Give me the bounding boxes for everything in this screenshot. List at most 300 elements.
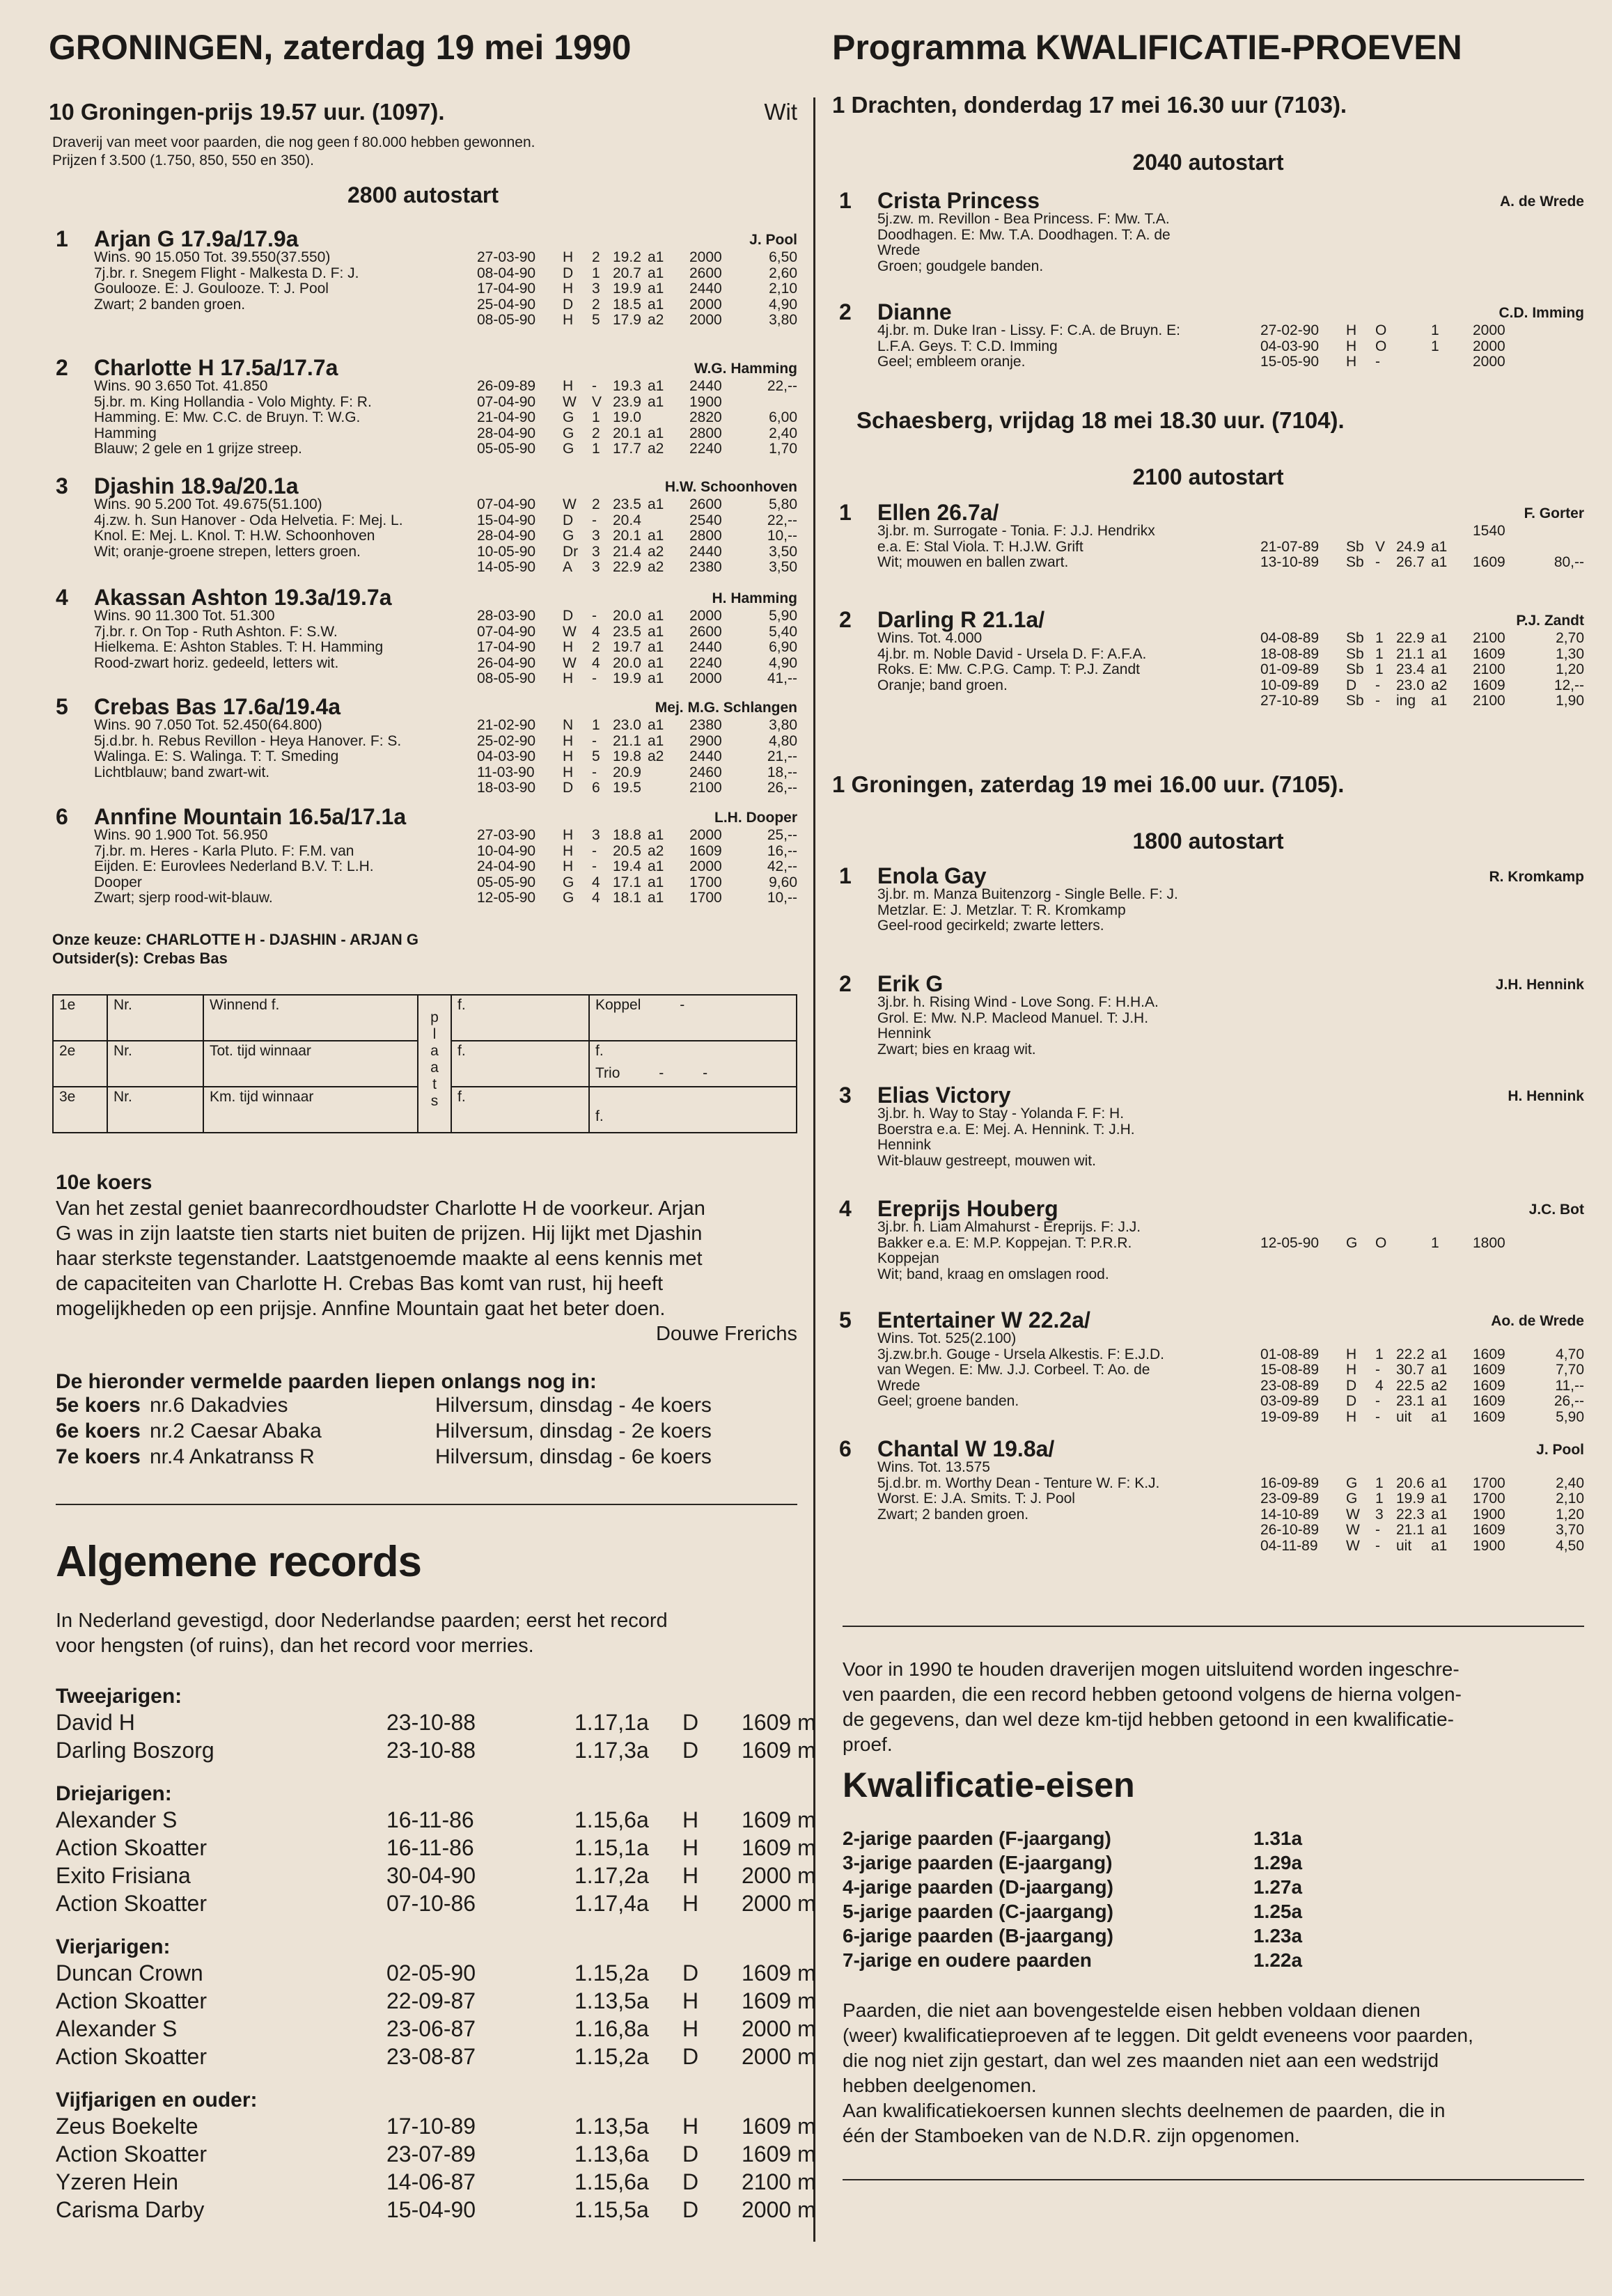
horse-description xyxy=(94,608,470,671)
run-cell: 21.1 xyxy=(1396,645,1425,662)
horse-description xyxy=(94,718,470,780)
run-cell: 1 xyxy=(1431,1234,1439,1251)
run-cell: 1 xyxy=(1375,1475,1384,1491)
run-cell: 2 xyxy=(592,296,600,313)
horse-desc-line: 7j.br. r. Snegem Flight - Malkesta D. F: J. xyxy=(94,265,359,281)
requirement-age: 4-jarige paarden (D-jaargang) xyxy=(843,1876,1113,1898)
run-cell: - xyxy=(1375,677,1380,693)
horse-desc-line: Wins. Tot. 525(2.100) xyxy=(877,1330,1017,1346)
horse-name: Annfine Mountain 16.5a/17.1a xyxy=(94,804,407,829)
record-cell: 1609 m xyxy=(742,1710,816,1735)
run-row xyxy=(477,749,797,765)
horse-desc-line: Wit; mouwen en ballen zwart. xyxy=(877,554,1069,570)
plaats-letter: p xyxy=(430,1009,439,1025)
horse-name: Chantal W 19.8a/ xyxy=(877,1436,1055,1461)
horse-driver: P.J. Zandt xyxy=(1516,613,1584,629)
dash: - xyxy=(680,997,685,1013)
run-cell: - xyxy=(592,732,597,749)
horse-desc-line: L.F.A. Geys. T: C.D. Imming xyxy=(877,338,1058,354)
run-cell: 23.5 xyxy=(613,496,641,512)
horse-desc-line: Wrede xyxy=(877,242,921,258)
recent-run-race: 6e koers xyxy=(56,1420,141,1442)
run-cell: 19.5 xyxy=(613,780,641,796)
record-cell: Yzeren Hein xyxy=(56,2169,179,2194)
run-cell: W xyxy=(563,393,577,410)
run-cell: 4,90 xyxy=(769,654,797,671)
records-intro-line: In Nederland gevestigd, door Nederlandse paarden; eerst het record xyxy=(56,1610,668,1632)
record-cell: 1609 m xyxy=(742,1738,816,1763)
record-cell: 23-10-88 xyxy=(386,1710,476,1735)
run-row xyxy=(1260,1347,1584,1363)
requirement-row xyxy=(843,1852,1584,1876)
run-cell: H xyxy=(1346,338,1357,354)
horse-desc-line: Wit; oranje-groene strepen, letters groen. xyxy=(94,543,361,560)
record-cell: D xyxy=(682,1738,699,1763)
run-cell: - xyxy=(1375,1393,1380,1409)
run-cell: 18-03-90 xyxy=(477,780,536,796)
run-row xyxy=(477,497,797,513)
run-cell: 10-09-89 xyxy=(1260,677,1320,693)
run-cell: 19-09-89 xyxy=(1260,1408,1320,1425)
run-cell: 19.9 xyxy=(1396,1491,1425,1507)
run-cell: a1 xyxy=(1431,693,1448,709)
run-cell: G xyxy=(563,425,574,441)
record-cell: 07-10-86 xyxy=(386,1891,476,1916)
run-cell: 28-04-90 xyxy=(477,528,536,544)
run-row xyxy=(477,395,797,411)
horse-driver: J. Pool xyxy=(749,232,797,248)
run-cell: 2240 xyxy=(689,441,722,457)
run-cell: 1 xyxy=(592,441,600,457)
horse-desc-line: Walinga. E: S. Walinga. T: T. Smeding xyxy=(94,748,339,764)
run-cell: 2380 xyxy=(689,559,722,575)
horse-number: 2 xyxy=(839,299,852,324)
horse-description xyxy=(877,323,1253,370)
horse-number: 6 xyxy=(56,804,68,829)
run-cell: 26-09-89 xyxy=(477,378,536,394)
run-cell: O xyxy=(1375,1234,1387,1251)
rule xyxy=(56,1504,797,1505)
result-cell xyxy=(589,1087,797,1133)
horse-desc-line: 4j.br. m. Duke Iran - Lissy. F: C.A. de Bruyn. E: xyxy=(877,322,1180,338)
run-cell: 3 xyxy=(592,528,600,544)
run-cell: 1 xyxy=(592,409,600,425)
run-cell: 1 xyxy=(1375,630,1384,646)
horse-desc-line: 3j.br. h. Liam Almahurst - Ereprijs. F: J.J. xyxy=(877,1219,1141,1235)
horse-desc-line: Worst. E: J.A. Smits. T: J. Pool xyxy=(877,1491,1075,1507)
record-cell: H xyxy=(682,1891,699,1916)
run-row xyxy=(477,608,797,624)
kwal-intro-line: Voor in 1990 te houden draverijen mogen uitsluitend worden ingeschre- xyxy=(843,1658,1460,1680)
run-cell: 22.3 xyxy=(1396,1506,1425,1523)
plaats-letter: a xyxy=(430,1060,439,1076)
horse-desc-line: van Wegen. E: Mw. J.J. Corbeel. T: Ao. de xyxy=(877,1362,1150,1378)
record-row xyxy=(56,1960,816,1988)
run-cell: H xyxy=(563,858,574,874)
run-row xyxy=(477,734,797,750)
run-cell: 2 xyxy=(592,496,600,512)
run-cell: 6,90 xyxy=(769,639,797,655)
horse-desc-line: Geel-rood gecirkeld; zwarte letters. xyxy=(877,918,1104,934)
run-cell: a1 xyxy=(1431,554,1448,570)
run-cell: - xyxy=(592,670,597,686)
run-cell: 2,70 xyxy=(1556,630,1584,646)
horse-name: Darling R 21.1a/ xyxy=(877,607,1045,632)
horse-number: 1 xyxy=(839,188,852,213)
run-row xyxy=(1260,524,1584,540)
requirement-row xyxy=(843,1901,1584,1925)
run-cell: - xyxy=(1375,1537,1380,1554)
run-cell: H xyxy=(1346,1408,1357,1425)
run-cell: 6 xyxy=(592,780,600,796)
run-cell: 1 xyxy=(1375,661,1384,677)
koers-line: G was in zijn laatste tien starts niet buiten de prijzen. Hij lijkt met Djashin xyxy=(56,1222,703,1245)
run-cell: a1 xyxy=(648,265,664,281)
run-cell: 20.0 xyxy=(613,608,641,624)
record-row xyxy=(56,2016,816,2044)
run-cell: H xyxy=(1346,1346,1357,1362)
record-cell: D xyxy=(682,1960,699,1986)
run-cell: 3,80 xyxy=(769,312,797,328)
run-cell: 1,20 xyxy=(1556,1506,1584,1523)
horse-driver: C.D. Imming xyxy=(1498,305,1584,321)
run-cell: 2,40 xyxy=(1556,1475,1584,1491)
record-cell: 2000 m xyxy=(742,1863,816,1888)
run-cell: 21.4 xyxy=(613,543,641,560)
plaats-letter: t xyxy=(432,1076,437,1092)
run-cell: 11,-- xyxy=(1555,1377,1584,1394)
run-cell: 2460 xyxy=(689,764,722,780)
run-cell: 1609 xyxy=(1473,554,1505,570)
run-cell: 25,-- xyxy=(767,827,797,843)
run-row xyxy=(1260,1507,1584,1523)
horse-number: 2 xyxy=(56,355,68,380)
run-cell: 4 xyxy=(1375,1377,1384,1394)
record-row xyxy=(56,1891,816,1919)
run-cell: 20.7 xyxy=(613,265,641,281)
horse-desc-line: 5j.zw. m. Revillon - Bea Princess. F: Mw. T.A. xyxy=(877,211,1170,227)
kwal-intro-line: de gegevens, dan wel deze km-tijd hebben getoond in een kwalificatie- xyxy=(843,1708,1454,1730)
run-cell: 1609 xyxy=(1473,1408,1505,1425)
record-cell: 22-09-87 xyxy=(386,1988,476,2013)
horse-number: 6 xyxy=(839,1436,852,1461)
run-row xyxy=(1260,1378,1584,1394)
run-cell: H xyxy=(563,281,574,297)
run-cell: G xyxy=(563,528,574,544)
run-cell: a1 xyxy=(648,608,664,624)
record-cell: 23-10-88 xyxy=(386,1738,476,1763)
record-cell: 1609 m xyxy=(742,2141,816,2167)
record-cell: Exito Frisiana xyxy=(56,1863,191,1888)
run-cell: 1609 xyxy=(1473,1377,1505,1394)
run-row xyxy=(477,313,797,329)
run-cell: 1 xyxy=(592,265,600,281)
horse-number: 3 xyxy=(839,1083,852,1108)
horse-desc-line: Wins. 90 5.200 Tot. 49.675(51.100) xyxy=(94,496,322,512)
horse-desc-line: Hielkema. E: Ashton Stables. T: H. Hamming xyxy=(94,639,384,655)
horse-description xyxy=(877,212,1253,274)
run-row xyxy=(1260,1394,1584,1410)
run-row xyxy=(477,560,797,576)
recent-runs-title: De hieronder vermelde paarden liepen onlangs nog in: xyxy=(56,1370,597,1393)
record-cell: 23-07-89 xyxy=(386,2141,476,2167)
record-cell: 1.17,3a xyxy=(574,1738,649,1763)
horse-desc-line: Boerstra e.a. E: Mej. A. Hennink. T: J.H. xyxy=(877,1121,1135,1138)
horse-driver: H. Hamming xyxy=(712,590,797,606)
run-cell: 18.8 xyxy=(613,827,641,843)
record-cell: 23-06-87 xyxy=(386,2016,476,2041)
run-row xyxy=(477,410,797,426)
recent-run-row xyxy=(56,1445,797,1471)
record-cell: 23-08-87 xyxy=(386,2044,476,2069)
run-cell: a1 xyxy=(648,827,664,843)
run-cell: 21.1 xyxy=(1396,1522,1425,1538)
horse-desc-line: Zwart; sjerp rood-wit-blauw. xyxy=(94,890,273,906)
record-row xyxy=(56,2169,816,2197)
record-cell: 17-10-89 xyxy=(386,2114,476,2139)
run-cell: 1700 xyxy=(1473,1491,1505,1507)
dash: - xyxy=(703,1065,708,1081)
run-cell: 26,-- xyxy=(1554,1393,1584,1409)
recent-run-where: Hilversum, dinsdag - 2e koers xyxy=(435,1420,712,1442)
record-cell: 1.15,2a xyxy=(574,2044,649,2069)
horse-desc-line: Blauw; 2 gele en 1 grijze streep. xyxy=(94,441,302,457)
run-cell: 04-03-90 xyxy=(477,748,536,764)
race-colour: Wit xyxy=(764,99,797,125)
run-cell: 17.1 xyxy=(613,874,641,890)
run-cell: 2 xyxy=(592,639,600,655)
run-cell: H xyxy=(563,827,574,843)
run-cell: 19.9 xyxy=(613,670,641,686)
horse-driver: H. Hennink xyxy=(1508,1088,1584,1104)
run-cell: 5,90 xyxy=(769,608,797,624)
run-row xyxy=(1260,647,1584,663)
horse-desc-line: Wins. Tot. 4.000 xyxy=(877,630,983,646)
horse-description xyxy=(877,1220,1253,1282)
kw1-autostart: 2040 autostart xyxy=(1132,150,1284,175)
record-group-head: Vijfjarigen en ouder: xyxy=(56,2089,258,2112)
run-cell: O xyxy=(1375,322,1387,338)
run-cell: 16-09-89 xyxy=(1260,1475,1320,1491)
run-cell: - xyxy=(1375,1408,1380,1425)
record-cell: 1.17,4a xyxy=(574,1891,649,1916)
page-title-left: GRONINGEN, zaterdag 19 mei 1990 xyxy=(49,28,632,67)
horse-description xyxy=(877,1106,1253,1169)
run-cell: 1609 xyxy=(1473,1346,1505,1362)
run-cell: a1 xyxy=(648,496,664,512)
run-cell: 24-04-90 xyxy=(477,858,536,874)
run-cell: 14-10-89 xyxy=(1260,1506,1320,1523)
run-cell: - xyxy=(1375,354,1380,370)
horse-description xyxy=(877,1331,1253,1410)
run-cell: 21.1 xyxy=(613,732,641,749)
run-cell: D xyxy=(563,608,574,624)
run-cell: 1609 xyxy=(1473,1362,1505,1378)
record-row xyxy=(56,2197,816,2225)
record-cell: H xyxy=(682,1863,699,1888)
run-row xyxy=(1260,1476,1584,1492)
run-cell: 19.2 xyxy=(613,249,641,265)
record-cell: 14-06-87 xyxy=(386,2169,476,2194)
plaats-cell xyxy=(418,995,451,1133)
koers-author: Douwe Frerichs xyxy=(655,1323,797,1345)
run-cell: 27-10-89 xyxy=(1260,693,1320,709)
horse-desc-line: Grol. E: Mw. N.P. Macleod Manuel. T: J.H. xyxy=(877,1009,1149,1026)
record-cell: Duncan Crown xyxy=(56,1960,203,1986)
record-cell: 1.17,2a xyxy=(574,1863,649,1888)
record-row xyxy=(56,2044,816,2072)
horse-driver: J.C. Bot xyxy=(1528,1202,1584,1218)
run-cell: 2540 xyxy=(689,512,722,528)
run-cell: 25-02-90 xyxy=(477,732,536,749)
run-cell: a2 xyxy=(648,441,664,457)
plaats-letter: s xyxy=(430,1093,439,1109)
koppel-cell xyxy=(589,995,797,1041)
horse-description xyxy=(877,995,1253,1057)
horse-description xyxy=(877,631,1253,693)
run-cell: a1 xyxy=(648,670,664,686)
result-cell: Winnend f. xyxy=(203,995,418,1041)
recent-run-horse: nr.2 Caesar Abaka xyxy=(150,1420,322,1442)
recent-runs xyxy=(56,1370,797,1471)
run-cell: 2440 xyxy=(689,543,722,560)
run-cell: W xyxy=(563,623,577,640)
record-cell: 1.16,8a xyxy=(574,2016,649,2041)
requirement-time: 1.31a xyxy=(1253,1827,1303,1849)
run-cell: 23.4 xyxy=(1396,661,1425,677)
horse-runs xyxy=(1260,1220,1584,1251)
run-cell: 23.0 xyxy=(613,717,641,733)
run-cell: 20.9 xyxy=(613,764,641,780)
run-cell: 2000 xyxy=(689,858,722,874)
run-cell: D xyxy=(1346,1393,1357,1409)
run-cell: 2,10 xyxy=(769,281,797,297)
horse-desc-line: 3j.br. m. Manza Buitenzorg - Single Belle. F: J. xyxy=(877,886,1178,902)
run-cell: 10-05-90 xyxy=(477,543,536,560)
run-row xyxy=(1260,339,1584,355)
run-cell: W xyxy=(1346,1506,1360,1523)
run-cell: a1 xyxy=(1431,538,1448,555)
horse-desc-line: Wins. 90 11.300 Tot. 51.300 xyxy=(94,608,275,624)
koers-line: Van het zestal geniet baanrecordhoudster Charlotte H de voorkeur. Arjan xyxy=(56,1197,705,1220)
run-cell: a1 xyxy=(648,890,664,906)
run-row xyxy=(477,379,797,395)
run-cell: uit xyxy=(1396,1537,1412,1554)
run-cell: 12,-- xyxy=(1554,677,1584,693)
run-cell: 19.0 xyxy=(613,409,641,425)
run-cell: 05-05-90 xyxy=(477,874,536,890)
kwal-outro-line: Paarden, die niet aan bovengestelde eisen hebben voldaan dienen xyxy=(843,1999,1421,2021)
kwal-outro xyxy=(843,1998,1584,2148)
run-cell: 20.5 xyxy=(613,842,641,859)
horse-desc-line: 5j.d.br. h. Rebus Revillon - Heya Hanover. F: S. xyxy=(94,732,402,749)
run-row xyxy=(1260,631,1584,647)
run-cell: 22.2 xyxy=(1396,1346,1425,1362)
record-cell: H xyxy=(682,2016,699,2041)
run-cell: 2100 xyxy=(689,780,722,796)
horse-desc-line: Doodhagen. E: Mw. T.A. Doodhagen. T: A. de xyxy=(877,226,1171,243)
run-cell: 1,70 xyxy=(769,441,797,457)
run-cell: Sb xyxy=(1346,661,1364,677)
recent-run-race: 5e koers xyxy=(56,1394,141,1417)
horse-desc-line: 7j.br. m. Heres - Karla Pluto. F: F.M. van xyxy=(94,842,354,859)
run-cell: uit xyxy=(1396,1408,1412,1425)
kw3-autostart: 1800 autostart xyxy=(1132,828,1284,854)
run-cell: 08-04-90 xyxy=(477,265,536,281)
run-row xyxy=(477,640,797,656)
run-cell: 2,40 xyxy=(769,425,797,441)
result-cell: Nr. xyxy=(107,1041,203,1087)
run-cell: 24.9 xyxy=(1396,538,1425,555)
requirement-age: 5-jarige paarden (C-jaargang) xyxy=(843,1901,1113,1922)
run-cell: 4,80 xyxy=(769,732,797,749)
koers-title: 10e koers xyxy=(56,1171,152,1194)
run-cell: 6,50 xyxy=(769,249,797,265)
run-cell: 4 xyxy=(592,890,600,906)
run-cell: Sb xyxy=(1346,645,1364,662)
kwal-outro-line: die nog niet zijn gestart, dan wel zes maanden niet aan een wedstrijd xyxy=(843,2050,1439,2071)
run-cell: 14-05-90 xyxy=(477,559,536,575)
run-row xyxy=(477,718,797,734)
horse-desc-line: Wit; band, kraag en omslagen rood. xyxy=(877,1266,1109,1282)
run-cell: 2100 xyxy=(1473,630,1505,646)
horse-desc-line: Lichtblauw; band zwart-wit. xyxy=(94,764,270,780)
run-row xyxy=(477,297,797,313)
run-cell: a1 xyxy=(1431,645,1448,662)
run-cell: 20.1 xyxy=(613,425,641,441)
run-cell: a1 xyxy=(648,425,664,441)
run-cell: - xyxy=(592,842,597,859)
run-cell: H xyxy=(563,378,574,394)
run-cell: 23.1 xyxy=(1396,1393,1425,1409)
record-cell: 1609 m xyxy=(742,2114,816,2139)
run-cell: a2 xyxy=(648,312,664,328)
run-cell: H xyxy=(563,732,574,749)
horse-driver: W.G. Hamming xyxy=(694,361,797,377)
run-cell: 3 xyxy=(592,281,600,297)
run-cell: 1,30 xyxy=(1556,645,1584,662)
run-cell: 15-05-90 xyxy=(1260,354,1320,370)
kw1-title: 1 Drachten, donderdag 17 mei 16.30 uur (7103). xyxy=(832,92,1347,118)
run-cell: O xyxy=(1375,338,1387,354)
kwal-title: Kwalificatie-eisen xyxy=(843,1766,1135,1804)
trio-cell xyxy=(589,1041,797,1087)
record-cell: 1609 m xyxy=(742,1988,816,2013)
horse-desc-line: Groen; goudgele banden. xyxy=(877,258,1044,274)
run-cell: a1 xyxy=(648,528,664,544)
run-cell: 6,00 xyxy=(769,409,797,425)
run-row xyxy=(1260,1410,1584,1426)
recent-run-row xyxy=(56,1394,797,1420)
run-cell: 22.9 xyxy=(1396,630,1425,646)
run-cell: a1 xyxy=(1431,1537,1448,1554)
run-cell: 04-08-89 xyxy=(1260,630,1320,646)
run-cell: 5,40 xyxy=(769,623,797,640)
run-cell: 23-08-89 xyxy=(1260,1377,1320,1394)
run-row xyxy=(477,844,797,860)
run-cell: H xyxy=(563,748,574,764)
run-cell: D xyxy=(563,512,574,528)
result-cell: 1e xyxy=(53,995,107,1041)
run-cell: 16,-- xyxy=(767,842,797,859)
run-cell: 2440 xyxy=(689,748,722,764)
horse-name: Ellen 26.7a/ xyxy=(877,500,999,525)
f-label: f. xyxy=(595,1043,604,1059)
run-cell: a1 xyxy=(648,296,664,313)
run-row xyxy=(1260,1331,1584,1347)
run-cell: 22.5 xyxy=(1396,1377,1425,1394)
record-cell: 16-11-86 xyxy=(386,1807,474,1832)
